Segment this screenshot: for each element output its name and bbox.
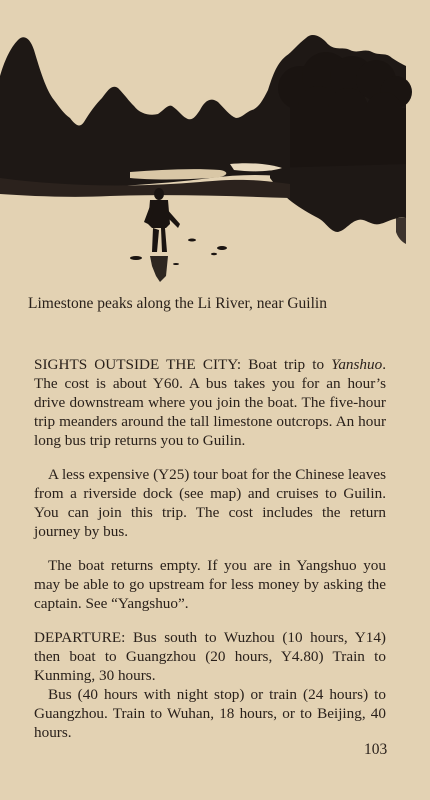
sights-heading: SIGHTS OUTSIDE THE CITY: bbox=[34, 356, 242, 373]
sights-text: . The cost is about Y60. A bus takes you for an hour’s drive downstream where you join the boat. The five-hour trip meanders around the tall limestone outcrops. An hour long bus trip returns you to Guilin. bbox=[34, 356, 386, 449]
li-river-photo bbox=[0, 18, 418, 286]
page-number: 103 bbox=[364, 741, 388, 758]
photo-caption: Limestone peaks along the Li River, near Guilin bbox=[28, 295, 327, 312]
article-body bbox=[34, 355, 386, 742]
bus-train-paragraph: Bus (40 hours with night stop) or train (24 hours) to Guangzhou. Train to Wuhan, 18 hours, or to Beijing, 40 hours. bbox=[34, 686, 386, 741]
tour-boat-paragraph: A less expensive (Y25) tour boat for the Chinese leaves from a riverside dock (see map) and cruises to Guilin. You can join this trip. The cost includes the return journey by bus. bbox=[34, 466, 386, 540]
departure-text: Bus south to Wuzhou (10 hours, Y14) then boat to Guangzhou (20 hours, Y4.80) Train to Kunming, 30 hours. bbox=[34, 629, 386, 684]
departure-paragraph bbox=[34, 628, 386, 685]
yanshuo-place-name: Yanshuo bbox=[331, 356, 383, 373]
boat-returns-paragraph: The boat returns empty. If you are in Yangshuo you may be able to go upstream for less money by asking the captain. See “Yangshuo”. bbox=[34, 557, 386, 612]
trees-silhouette bbox=[278, 52, 412, 178]
sights-paragraph bbox=[34, 355, 386, 450]
sights-lead: Boat trip to bbox=[241, 356, 332, 373]
departure-heading: DEPARTURE: bbox=[34, 629, 126, 646]
